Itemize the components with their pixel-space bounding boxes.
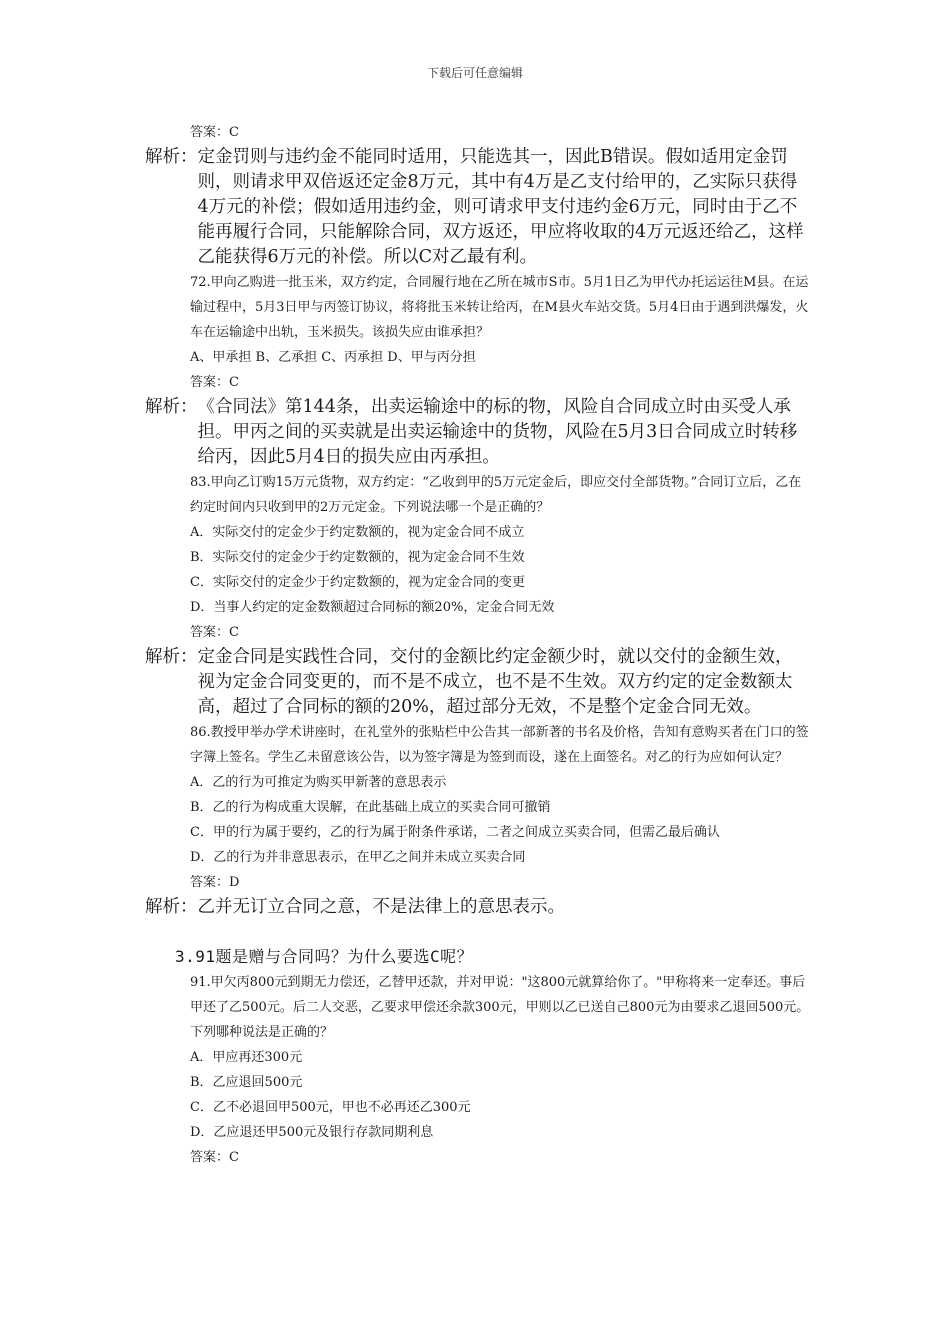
analysis-paragraph [145, 145, 805, 270]
question-91-text: 91.甲欠丙800元到期无力偿还，乙替甲还款，并对甲说："这800元就算给你了。"甲称将来一定奉还。事后甲还了乙500元。后二人交恶，乙要求甲偿还余款300元，甲则以乙已送自己800元为由要求乙退回500元。下列哪种说法是正确的？ [190, 975, 810, 1040]
option-line: B．乙应退回500元 [190, 1075, 303, 1090]
analysis-text: 定金合同是实践性合同，交付的金额比约定金额少时，就以交付的金额生效，视为定金合同变更的，而不是不成立，也不是不生效。双方约定的定金数额太高，超过了合同标的额的20%，超过部分无效，不是整个定金合同无效。 [197, 647, 793, 717]
analysis-paragraph [145, 645, 805, 720]
analysis-label: 解析： [145, 897, 198, 917]
question-72-options: A、甲承担 B、乙承担 C、丙承担 D、甲与丙分担 [190, 350, 476, 365]
option-line: D．乙应退还甲500元及银行存款同期利息 [190, 1125, 434, 1140]
document-body [0, 120, 950, 1170]
answer-line: 答案：C [190, 1150, 239, 1165]
answer-line: 答案：C [190, 375, 239, 390]
option-line: C．乙不必退回甲500元，甲也不必再还乙300元 [190, 1100, 471, 1115]
answer-line: 答案：C [190, 125, 239, 140]
question-86-text: 86.教授甲举办学术讲座时，在礼堂外的张贴栏中公告其一部新著的书名及价格，告知有意购买者在门口的签字簿上签名。学生乙未留意该公告，以为签字簿是为签到而设，遂在上面签名。对乙的行为应如何认定？ [190, 725, 809, 765]
analysis-paragraph [145, 895, 805, 920]
question-72-text: 72.甲向乙购进一批玉米，双方约定，合同履行地在乙所在城市S市。5月1日乙为甲代办托运运往M县。在运输过程中，5月3日甲与丙签订协议，将将批玉米转让给丙，在M县火车站交货。5月4日由于遇到洪爆发，火车在运输途中出轨，玉米损失。该损失应由谁承担？ [190, 275, 809, 340]
question-83-text: 83.甲向乙订购15万元货物，双方约定：“乙收到甲的5万元定金后，即应交付全部货物。”合同订立后，乙在约定时间内只收到甲的2万元定金。下列说法哪一个是正确的？ [190, 475, 802, 515]
analysis-text: 乙并无订立合同之意，不是法律上的意思表示。 [197, 897, 565, 917]
option-line: A．实际交付的定金少于约定数额的，视为定金合同不成立 [190, 525, 525, 540]
option-line: B．乙的行为构成重大误解，在此基础上成立的买卖合同可撤销 [190, 800, 551, 815]
analysis-label: 解析： [145, 147, 198, 167]
answer-line: 答案：D [190, 875, 240, 890]
option-line: A．乙的行为可推定为购买甲新著的意思表示 [190, 775, 447, 790]
option-line: D．当事人约定的定金数额超过合同标的额20%，定金合同无效 [190, 600, 555, 615]
analysis-paragraph [145, 395, 805, 470]
option-line: B．实际交付的定金少于约定数额的，视为定金合同不生效 [190, 550, 525, 565]
analysis-text: 定金罚则与违约金不能同时适用，只能选其一，因此B错误。假如适用定金罚则，则请求甲双倍返还定金8万元，其中有4万是乙支付给甲的，乙实际只获得4万元的补偿；假如适用违约金，则可请求甲支付违约金6万元，同时由于乙不能再履行合同，只能解除合同，双方返还，甲应将收取的4万元返还给乙，这样乙能获得6万元的补偿。所以C对乙最有利。 [197, 147, 804, 267]
option-line: A．甲应再还300元 [190, 1050, 303, 1065]
option-line: D．乙的行为并非意思表示，在甲乙之间并未成立买卖合同 [190, 850, 526, 865]
answer-line: 答案：C [190, 625, 239, 640]
analysis-label: 解析： [145, 397, 198, 417]
analysis-text: 《合同法》第144条，出卖运输途中的标的物，风险自合同成立时由买受人承担。甲丙之间的买卖就是出卖运输途中的货物，风险在5月3日合同成立时转移给丙，因此5月4日的损失应由丙承担。 [197, 397, 798, 467]
page-header: 下载后可任意编辑 [426, 66, 523, 80]
option-line: C．实际交付的定金少于约定数额的，视为定金合同的变更 [190, 575, 525, 590]
option-line: C．甲的行为属于要约，乙的行为属于附条件承诺，二者之间成立买卖合同，但需乙最后确认 [190, 825, 720, 840]
question-heading: 3.91题是赠与合同吗？为什么要选C呢？ [175, 947, 474, 966]
analysis-label: 解析： [145, 647, 198, 667]
